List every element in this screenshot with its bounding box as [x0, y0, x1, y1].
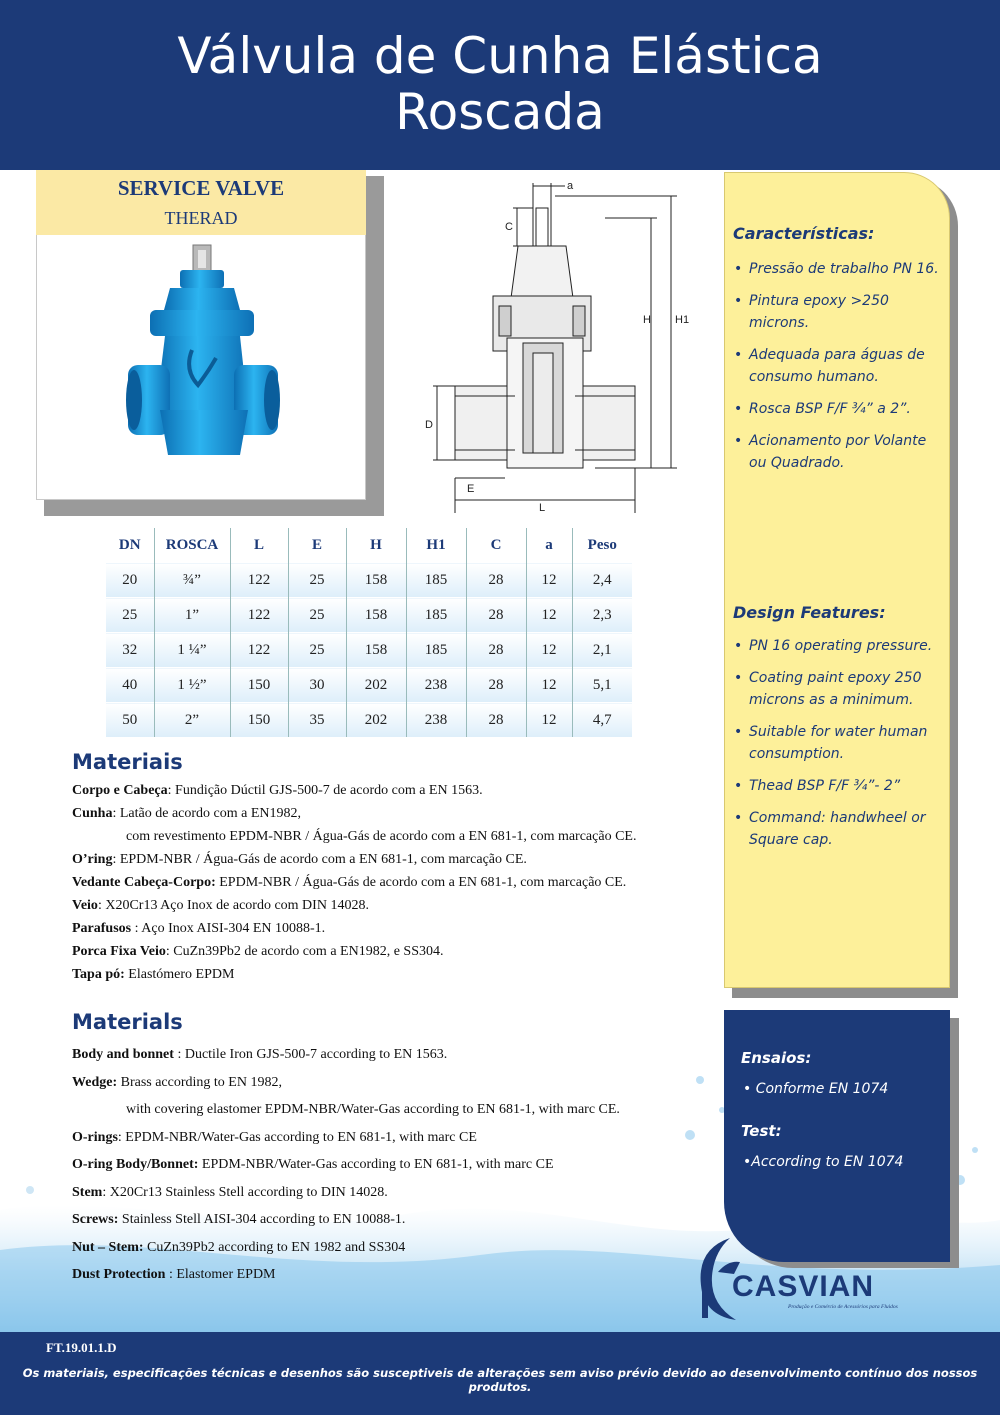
table-cell: 2,1 [572, 633, 632, 668]
column-header: Peso [572, 528, 632, 563]
table-cell: 2,3 [572, 598, 632, 633]
table-cell: 28 [466, 703, 526, 738]
material-line: Vedante Cabeça-Corpo: EPDM-NBR / Água-Gás de acordo com a EN 681-1, com marcação CE. [72, 875, 627, 890]
list-item: • Adequada para águas de consumo humano. [734, 344, 948, 388]
table-cell: 12 [526, 668, 572, 703]
table-row [106, 563, 632, 598]
table-cell: 2” [154, 703, 230, 738]
table-cell: 12 [526, 703, 572, 738]
table-cell: 32 [106, 633, 154, 668]
material-line: Nut – Stem: CuZn39Pb2 according to EN 1982 and SS304 [72, 1239, 406, 1255]
material-line: Parafusos : Aço Inox AISI-304 EN 10088-1. [72, 921, 326, 936]
table-cell: 30 [288, 668, 346, 703]
table-cell: 28 [466, 598, 526, 633]
list-item: • Thead BSP F/F ¾”- 2” [734, 775, 944, 797]
drawing-label-c: C [505, 221, 513, 233]
drawing-label-h: H [643, 314, 651, 326]
page-title-line2: Roscada [395, 83, 605, 141]
column-header: L [230, 528, 288, 563]
column-header: a [526, 528, 572, 563]
ensaios-heading: Ensaios: [741, 1049, 812, 1067]
caracteristicas-list [734, 258, 948, 484]
page-title [0, 28, 1000, 140]
column-header: ROSCA [154, 528, 230, 563]
material-line: Body and bonnet : Ductile Iron GJS-500-7 according to EN 1563. [72, 1047, 448, 1062]
table-cell: 25 [288, 598, 346, 633]
table-cell: 1” [154, 598, 230, 633]
table-cell: 150 [230, 668, 288, 703]
page-title-line1: Válvula de Cunha Elástica [177, 27, 823, 85]
table-cell: 4,7 [572, 703, 632, 738]
materiais-list [72, 779, 712, 986]
list-item: • Command: handwheel or Square cap. [734, 807, 944, 851]
material-line: com revestimento EPDM-NBR / Água-Gás de acordo com a EN 681-1, com marcação CE. [126, 829, 637, 844]
table-cell: 25 [288, 633, 346, 668]
table-header-row [106, 528, 632, 563]
material-line: Veio: X20Cr13 Aço Inox de acordo com DIN 14028. [72, 898, 369, 913]
table-cell: 158 [346, 633, 406, 668]
table-cell: 50 [106, 703, 154, 738]
table-cell: 202 [346, 703, 406, 738]
material-line: Screws: Stainless Stell AISI-304 according to EN 10088-1. [72, 1212, 406, 1227]
material-line: Corpo e Cabeça: Fundição Dúctil GJS-500-7 de acordo com a EN 1563. [72, 783, 483, 798]
footer-disclaimer: Os materiais, especificações técnicas e desenhos são susceptiveis de alterações sem aviso prévio devido ao desenvolvimento contínuo dos nossos produtos. [22, 1366, 978, 1394]
table-cell: 5,1 [572, 668, 632, 703]
column-header: C [466, 528, 526, 563]
logo-text: CASVIAN [732, 1270, 875, 1303]
table-row [106, 668, 632, 703]
table-cell: 12 [526, 598, 572, 633]
table-cell: ¾” [154, 563, 230, 598]
table-cell: 238 [406, 703, 466, 738]
table-cell: 185 [406, 633, 466, 668]
table-cell: 28 [466, 633, 526, 668]
table-row [106, 703, 632, 738]
column-header: E [288, 528, 346, 563]
design-features-list [734, 635, 944, 861]
table-cell: 20 [106, 563, 154, 598]
table-cell: 1 ½” [154, 668, 230, 703]
table-cell: 158 [346, 563, 406, 598]
document-code: FT.19.01.1.D [46, 1340, 117, 1355]
table-cell: 122 [230, 598, 288, 633]
drawing-label-h1: H1 [675, 314, 690, 326]
table-cell: 12 [526, 633, 572, 668]
table-cell: 28 [466, 668, 526, 703]
material-line: Stem: X20Cr13 Stainless Stell according to DIN 14028. [72, 1184, 388, 1200]
test-heading: Test: [741, 1122, 782, 1140]
caracteristicas-heading: Características: [733, 224, 875, 243]
drawing-label-e: E [467, 483, 475, 495]
material-line: O’ring: EPDM-NBR / Água-Gás de acordo com a EN 681-1, com marcação CE. [72, 852, 527, 867]
table-cell: 202 [346, 668, 406, 703]
dimensions-table [106, 528, 632, 737]
table-cell: 35 [288, 703, 346, 738]
materiais-heading: Materiais [72, 750, 183, 774]
material-line: O-rings: EPDM-NBR/Water-Gas according to EN 681-1, with marc CE [72, 1129, 477, 1145]
table-cell: 150 [230, 703, 288, 738]
column-header: H1 [406, 528, 466, 563]
table-cell: 158 [346, 598, 406, 633]
table-cell: 12 [526, 563, 572, 598]
material-line: Dust Protection : Elastomer EPDM [72, 1267, 276, 1282]
material-line: Cunha: Latão de acordo com a EN1982, [72, 806, 302, 821]
material-line: Porca Fixa Veio: CuZn39Pb2 de acordo com a EN1982, e SS304. [72, 944, 444, 959]
list-item: • Pintura epoxy >250 microns. [734, 290, 948, 334]
table-row [106, 598, 632, 633]
test-text: •According to EN 1074 [743, 1154, 904, 1170]
table-cell: 28 [466, 563, 526, 598]
material-line: Wedge: Brass according to EN 1982, [72, 1074, 282, 1090]
table-cell: 238 [406, 668, 466, 703]
list-item: • Acionamento por Volante ou Quadrado. [734, 430, 948, 474]
table-cell: 1 ¼” [154, 633, 230, 668]
materials-list [72, 1041, 712, 1289]
list-item: • PN 16 operating pressure. [734, 635, 944, 657]
ensaios-text: • Conforme EN 1074 [743, 1081, 889, 1097]
table-cell: 25 [288, 563, 346, 598]
table-cell: 2,4 [572, 563, 632, 598]
list-item: • Suitable for water human consumption. [734, 721, 944, 765]
table-row [106, 633, 632, 668]
drawing-label-l: L [539, 502, 546, 513]
casvian-logo [688, 1232, 918, 1324]
material-line: Tapa pó: Elastómero EPDM [72, 967, 235, 982]
drawing-label-a: a [567, 180, 574, 192]
column-header: DN [118, 536, 141, 553]
table-cell: 25 [106, 598, 154, 633]
product-card-subtitle: THERAD [164, 208, 238, 228]
materials-heading: Materials [72, 1010, 183, 1034]
table-cell: 40 [106, 668, 154, 703]
design-features-heading: Design Features: [733, 603, 886, 622]
technical-drawing [415, 178, 700, 513]
table-cell: 122 [230, 563, 288, 598]
material-line: O-ring Body/Bonnet: EPDM-NBR/Water-Gas according to EN 681-1, with marc CE [72, 1157, 554, 1172]
table-cell: 185 [406, 563, 466, 598]
table-cell: 185 [406, 598, 466, 633]
valve-product-image [120, 240, 290, 490]
material-line: with covering elastomer EPDM-NBR/Water-Gas according to EN 681-1, with marc CE. [126, 1102, 620, 1117]
logo-tagline: Produção e Comércio de Acessórios para Fluidos [788, 1304, 898, 1310]
list-item: • Coating paint epoxy 250 microns as a minimum. [734, 667, 944, 711]
list-item: • Rosca BSP F/F ¾” a 2”. [734, 398, 948, 420]
list-item: • Pressão de trabalho PN 16. [734, 258, 948, 280]
table-cell: 122 [230, 633, 288, 668]
product-card-title: SERVICE VALVE [117, 176, 285, 200]
drawing-label-d: D [425, 419, 433, 431]
column-header: H [346, 528, 406, 563]
